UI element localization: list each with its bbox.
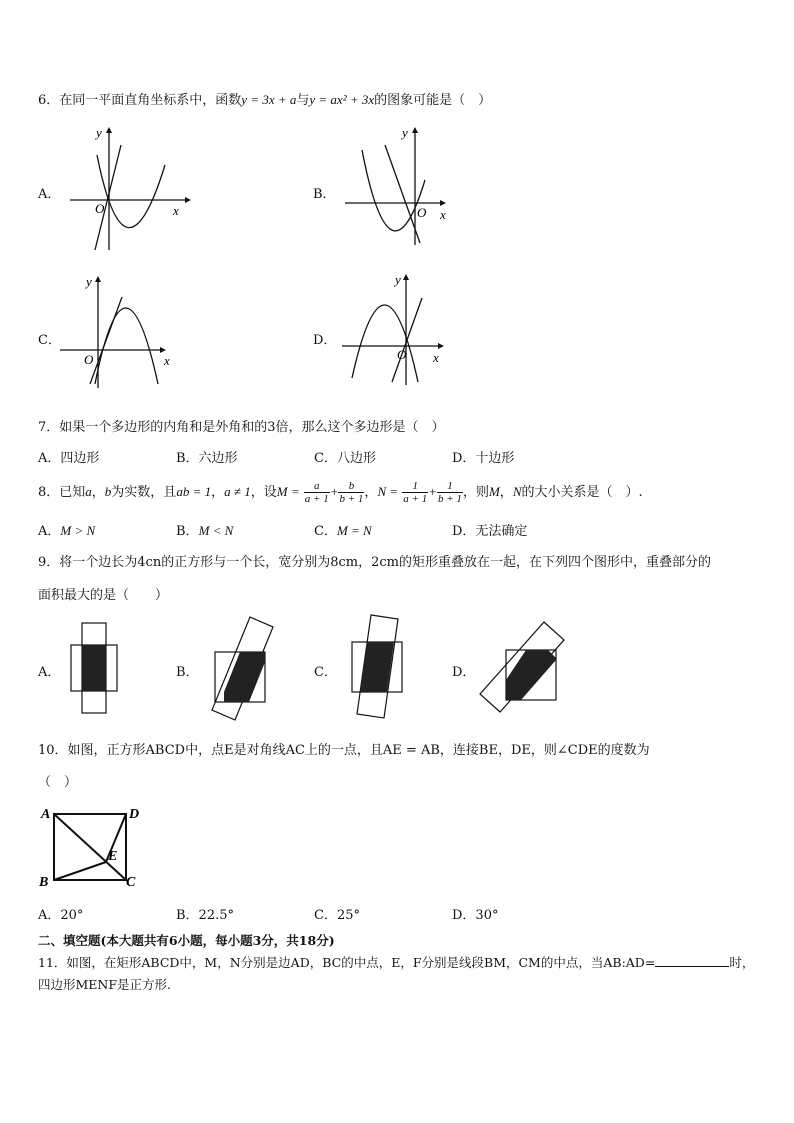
q7-option-a[interactable]: A．四边形 bbox=[38, 451, 100, 466]
q6-option-c-label[interactable]: C． bbox=[38, 333, 61, 348]
q8-frac-b: $\frac{b}{b + 1}$ bbox=[339, 480, 364, 505]
q9-option-c-label[interactable]: C． bbox=[314, 665, 337, 680]
q9-option-d-label[interactable]: D． bbox=[452, 665, 476, 680]
q6-option-b-label[interactable]: B． bbox=[313, 187, 336, 202]
q6-graph-d[interactable] bbox=[340, 270, 470, 390]
q10-label-a: A bbox=[41, 807, 51, 822]
q6-option-a-label[interactable]: A． bbox=[38, 187, 61, 202]
q6-b-x-label: x bbox=[440, 207, 446, 222]
q6-d-x-label: x bbox=[433, 350, 439, 365]
q10-stem-line2: （ ） bbox=[38, 775, 78, 790]
q9-stem-line1: 9．将一个边长为4cn的正方形与一个长，宽分别为8cm，2cm的矩形重叠放在一起，在下列四个图形中，重叠部分的 bbox=[38, 555, 711, 570]
q9-stem-line2: 面积最大的是（ ） bbox=[38, 588, 169, 603]
q8-option-a[interactable]: A．M > N bbox=[38, 523, 96, 539]
q6-b-y-label: y bbox=[402, 125, 408, 140]
q8-option-d[interactable]: D．无法确定 bbox=[452, 524, 528, 539]
q7-option-d[interactable]: D．十边形 bbox=[452, 451, 515, 466]
q9-figure-d[interactable] bbox=[474, 618, 574, 718]
q10-stem-line1: 10．如图，正方形ABCD中，点E是对角线AC上的一点，且AE = AB，连接BE，DE，则∠CDE的度数为 bbox=[38, 743, 650, 758]
q7-stem: 7．如果一个多边形的内角和是外角和的3倍，那么这个多边形是（ ） bbox=[38, 420, 445, 435]
q10-figure-square-abcd[interactable] bbox=[36, 800, 156, 890]
q10-option-a[interactable]: A．20° bbox=[38, 908, 84, 923]
q6-a-y-label: y bbox=[96, 125, 102, 140]
q8-option-b[interactable]: B．M < N bbox=[176, 523, 234, 539]
q8-frac-1b: $\frac{1}{b + 1}$ bbox=[438, 480, 462, 505]
q6-c-origin: O bbox=[84, 352, 94, 367]
q8-stem: 8．已知a，b为实数，且ab = 1，a ≠ 1，设M = $\frac{a}{a + 1}$ + $\frac{b}{b + 1}$ ，N = $\frac{1}{a + 1}$ + $\frac{1}{b + 1}$ ，则M，N的大小关系是（ ）. bbox=[38, 480, 643, 505]
q10-label-b: B bbox=[39, 875, 49, 890]
q10-label-c: C bbox=[126, 875, 136, 890]
q10-option-b[interactable]: B．22.5° bbox=[176, 908, 234, 923]
q6-b-origin: O bbox=[417, 205, 427, 220]
q6-a-x-label: x bbox=[173, 203, 179, 218]
q8-frac-a: $\frac{a}{a + 1}$ bbox=[304, 480, 329, 505]
q6-d-origin: O bbox=[397, 347, 407, 362]
q11-stem-line2: 四边形MENF是正方形. bbox=[38, 977, 172, 992]
q6-c-y-label: y bbox=[86, 274, 92, 289]
q11-stem-line1: 11．如图，在矩形ABCD中，M，N分别是边AD，BC的中点，E，F分别是线段BM，CM的中点，当AB:AD= 时， bbox=[38, 955, 755, 970]
q10-label-e: E bbox=[108, 849, 118, 864]
q11-answer-blank[interactable] bbox=[655, 954, 729, 967]
q6-c-x-label: x bbox=[164, 353, 170, 368]
q8-option-c[interactable]: C．M = N bbox=[314, 523, 372, 539]
q10-label-d: D bbox=[129, 807, 140, 822]
q7-option-c[interactable]: C．八边形 bbox=[314, 451, 376, 466]
q10-option-d[interactable]: D．30° bbox=[452, 908, 499, 923]
q6-option-d-label[interactable]: D． bbox=[313, 333, 337, 348]
q6-stem: 6．在同一平面直角坐标系中，函数y = 3x + a与y = ax² + 3x的图象可能是（ ） bbox=[38, 92, 492, 108]
section-2-heading: 二、填空题(本大题共有6小题，每小题3分，共18分) bbox=[38, 933, 335, 948]
q6-d-y-label: y bbox=[395, 272, 401, 287]
q9-option-a-label[interactable]: A． bbox=[38, 665, 61, 680]
q9-figure-c[interactable] bbox=[345, 612, 415, 722]
q9-figure-a[interactable] bbox=[68, 620, 128, 720]
q6-graph-a[interactable] bbox=[65, 125, 195, 255]
q10-option-c[interactable]: C．25° bbox=[314, 908, 360, 923]
q9-option-b-label[interactable]: B． bbox=[176, 665, 199, 680]
q9-figure-b[interactable] bbox=[205, 612, 295, 722]
q6-a-origin: O bbox=[95, 201, 105, 216]
q8-frac-1a: $\frac{1}{a + 1}$ bbox=[403, 480, 428, 505]
q6-graph-b[interactable] bbox=[340, 125, 470, 255]
q6-graph-c[interactable] bbox=[60, 272, 190, 392]
q7-option-b[interactable]: B．六边形 bbox=[176, 451, 238, 466]
